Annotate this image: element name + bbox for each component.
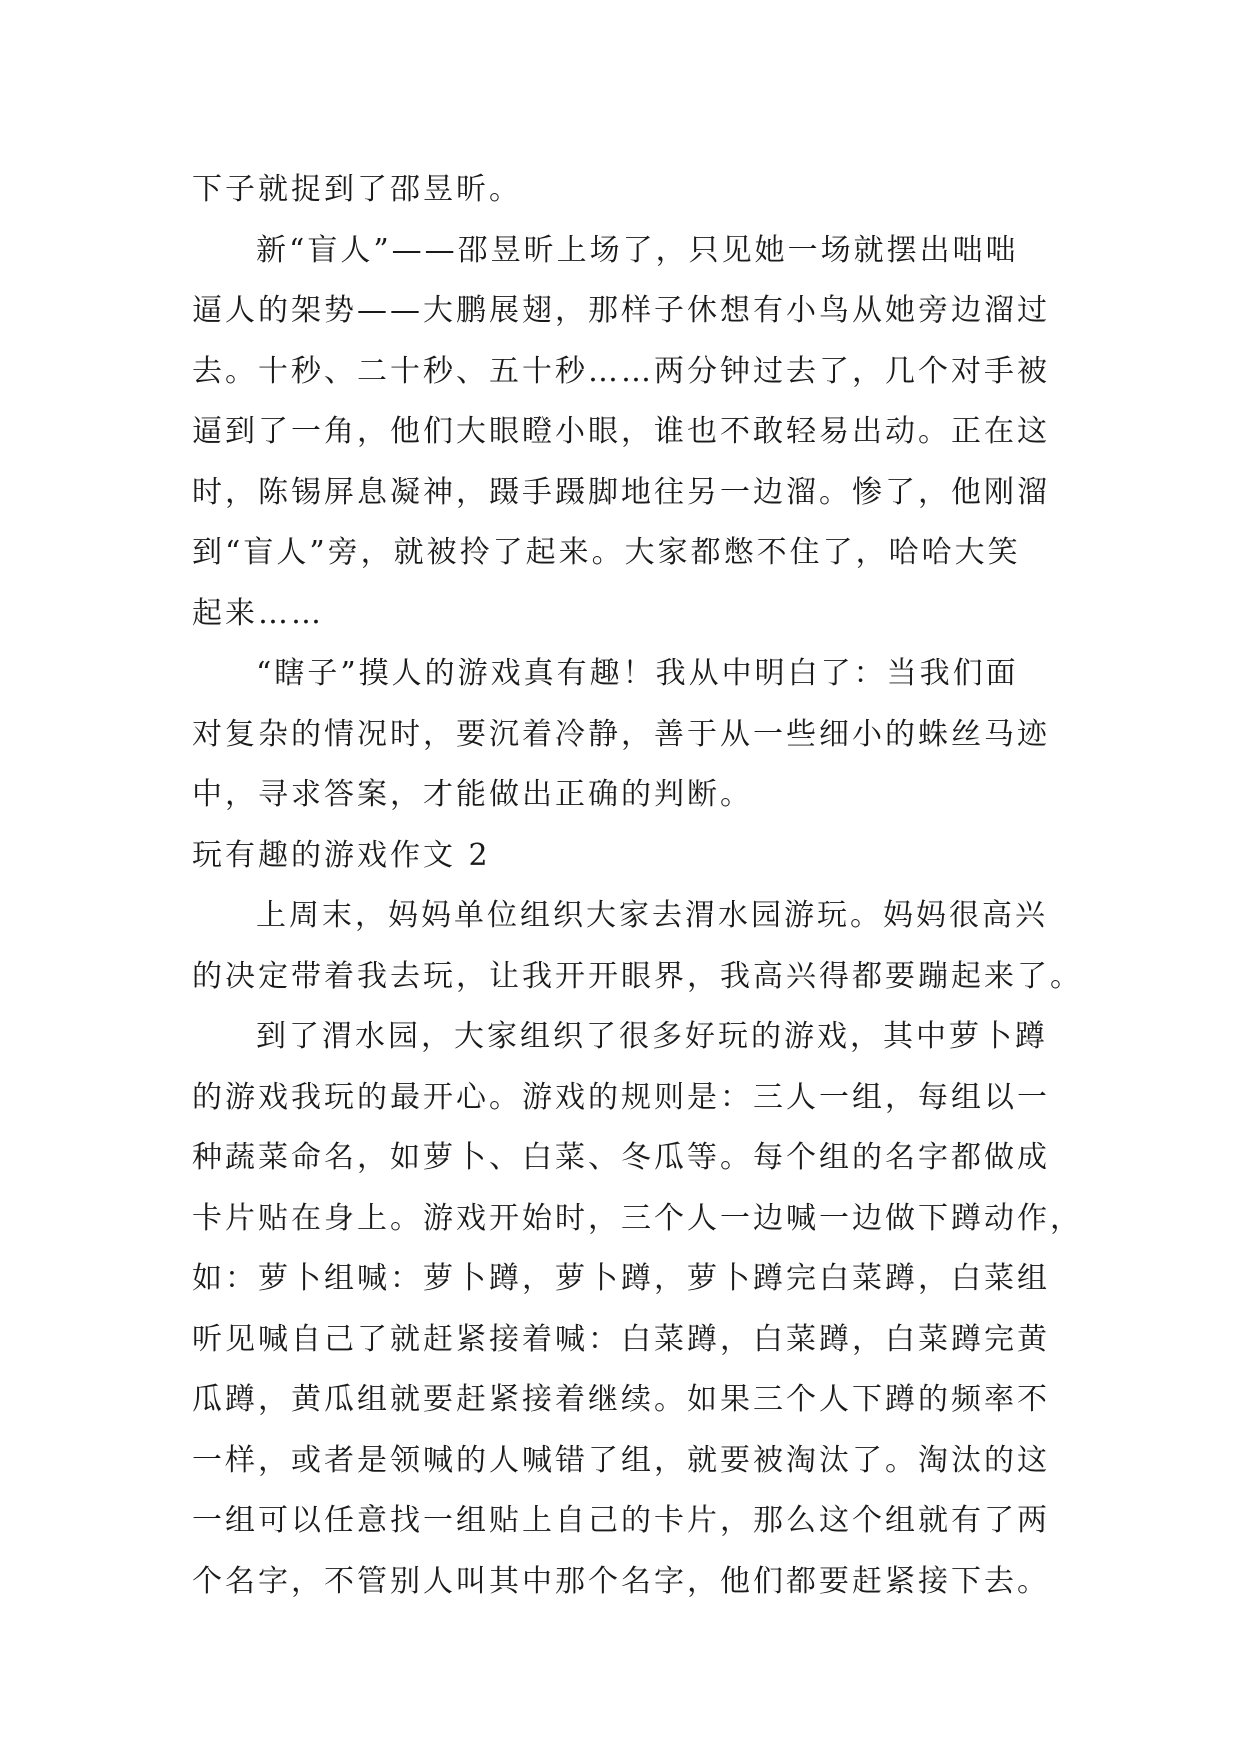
text-line: 对复杂的情况时，要沉着冷静，善于从一些细小的蛛丝马迹 <box>192 716 1050 752</box>
text-line: 中，寻求答案，才能做出正确的判断。 <box>192 777 753 812</box>
text-line: 个名字，不管别人叫其中那个名字，他们都要赶紧接下去。 <box>192 1563 1050 1599</box>
text-line: 起来…… <box>192 595 324 631</box>
text-line: “瞎子”摸人的游戏真有趣！我从中明白了：当我们面 <box>256 656 1019 691</box>
text-line: 时，陈锡屏息凝神，蹑手蹑脚地往另一边溜。惨了，他刚溜 <box>192 474 1050 510</box>
section-title: 玩有趣的游戏作文 2 <box>192 837 491 873</box>
text-line: 的决定带着我去玩，让我开开眼界，我高兴得都要蹦起来了。 <box>192 958 1083 994</box>
text-line: 到了渭水园，大家组织了很多好玩的游戏，其中萝卜蹲 <box>256 1019 1048 1054</box>
text-line: 去。十秒、二十秒、五十秒……两分钟过去了，几个对手被 <box>192 353 1050 389</box>
text-line: 下子就捉到了邵昱昕。 <box>192 172 522 207</box>
text-line: 新“盲人”——邵昱昕上场了，只见她一场就摆出咄咄 <box>256 232 1019 268</box>
text-line: 卡片贴在身上。游戏开始时，三个人一边喊一边做下蹲动作， <box>192 1200 1083 1236</box>
text-line: 的游戏我玩的最开心。游戏的规则是：三人一组，每组以一 <box>192 1079 1050 1115</box>
text-line: 上周末，妈妈单位组织大家去渭水园游玩。妈妈很高兴 <box>256 898 1048 933</box>
text-line: 如：萝卜组喊：萝卜蹲，萝卜蹲，萝卜蹲完白菜蹲，白菜组 <box>192 1261 1050 1296</box>
text-line: 一组可以任意找一组贴上自己的卡片，那么这个组就有了两 <box>192 1503 1050 1538</box>
text-line: 逼到了一角，他们大眼瞪小眼，谁也不敢轻易出动。正在这 <box>192 414 1050 449</box>
text-line: 听见喊自己了就赶紧接着喊：白菜蹲，白菜蹲，白菜蹲完黄 <box>192 1321 1050 1357</box>
text-line: 一样，或者是领喊的人喊错了组，就要被淘汰了。淘汰的这 <box>192 1442 1050 1478</box>
text-line: 瓜蹲，黄瓜组就要赶紧接着继续。如果三个人下蹲的频率不 <box>192 1382 1050 1417</box>
document-body <box>192 160 1083 1612</box>
text-line: 逼人的架势——大鹏展翅，那样子休想有小鸟从她旁边溜过 <box>192 293 1050 328</box>
text-line: 到“盲人”旁，就被拎了起来。大家都憋不住了，哈哈大笑 <box>192 535 1021 570</box>
text-line: 种蔬菜命名，如萝卜、白菜、冬瓜等。每个组的名字都做成 <box>192 1140 1050 1175</box>
